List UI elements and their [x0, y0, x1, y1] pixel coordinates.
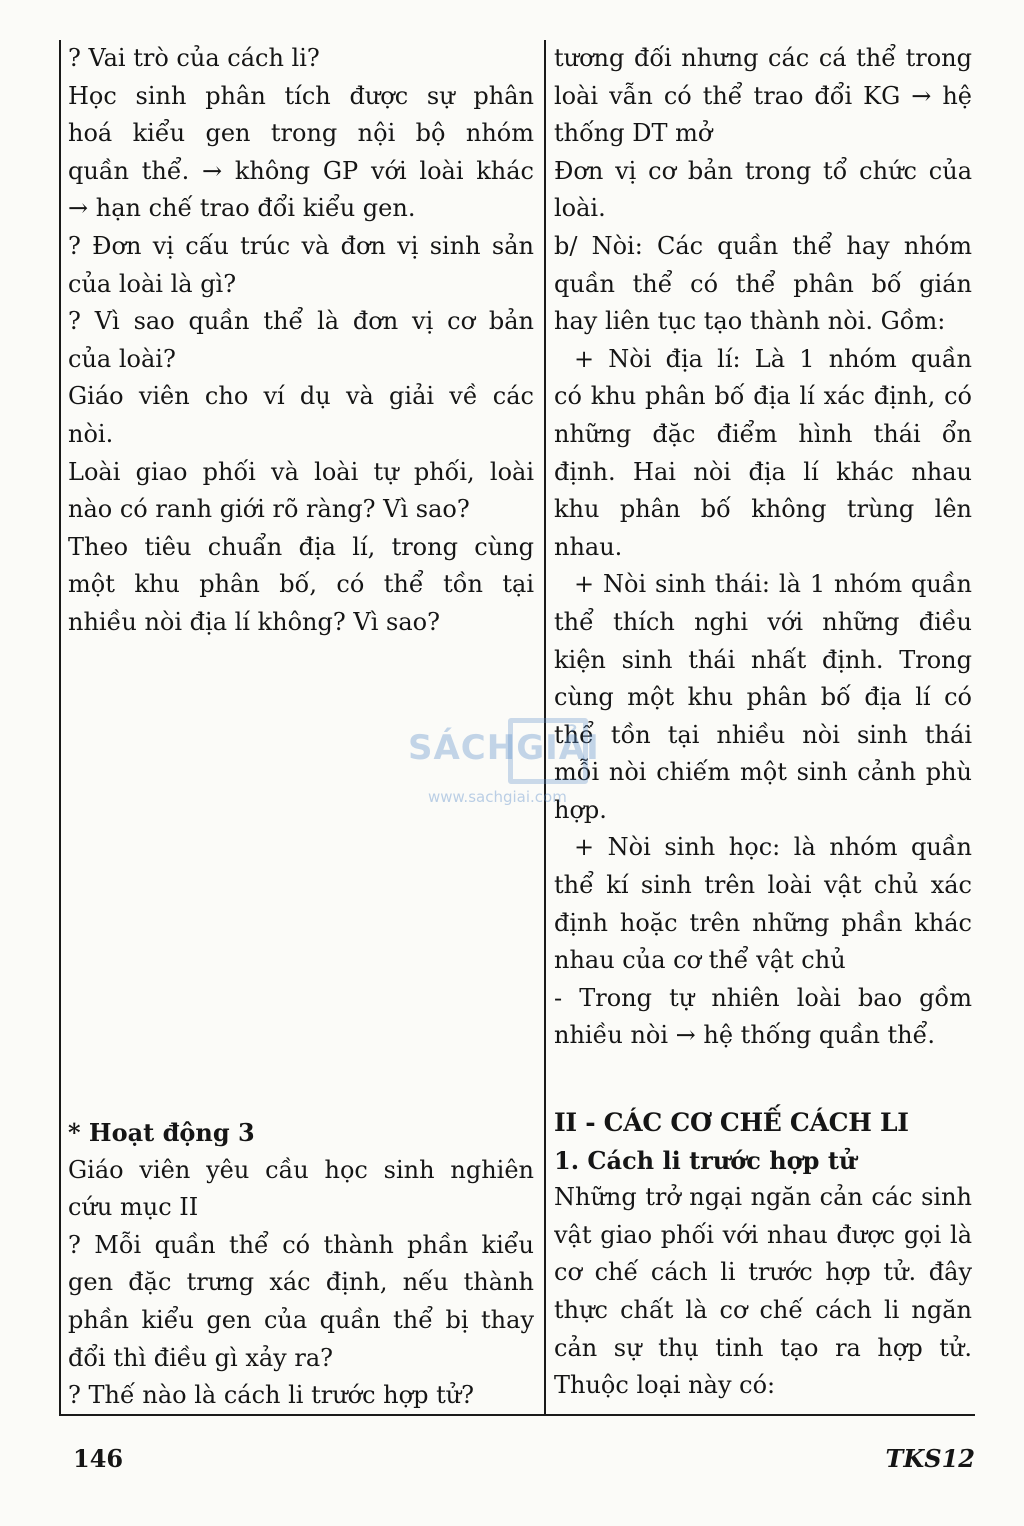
- subsection-heading: 1. Cách li trước hợp tử: [554, 1145, 857, 1175]
- text-line: Đơn vị cơ bản trong tổ chức của: [554, 156, 972, 185]
- text-line: Giáo viên cho ví dụ và giải về các: [68, 382, 534, 411]
- text-line: quần thể. → không GP với loài khác: [68, 156, 534, 185]
- text-line: + Nòi sinh thái: là 1 nhóm quần: [574, 570, 972, 599]
- text-line: thực chất là cơ chế cách li ngăn: [554, 1295, 972, 1324]
- text-line: quần thể có thể phân bố gián: [554, 269, 972, 298]
- watermark-url: www.sachgiai.com: [428, 788, 567, 806]
- text-line: có khu phân bố địa lí xác định, có: [554, 382, 972, 411]
- text-line: → hạn chế trao đổi kiểu gen.: [68, 194, 416, 223]
- text-line: hay liên tục tạo thành nòi. Gồm:: [554, 307, 946, 336]
- text-line: ? Vai trò của cách li?: [68, 44, 320, 72]
- text-line: Thuộc loại này có:: [554, 1371, 776, 1400]
- text-line: cứu mục II: [68, 1193, 199, 1222]
- text-line: nào có ranh giới rõ ràng? Vì sao?: [68, 495, 470, 524]
- text-line: định hoặc trên những phần khác: [554, 908, 972, 937]
- text-line: vật giao phối với nhau được gọi là: [554, 1220, 972, 1249]
- left-column: [68, 40, 534, 642]
- text-line: kiện sinh thái nhất định. Trong: [554, 645, 972, 674]
- text-line: + Nòi sinh học: là nhóm quần: [574, 833, 972, 862]
- text-line: nhau của cơ thể vật chủ: [554, 946, 846, 975]
- text-line: Giáo viên yêu cầu học sinh nghiên: [68, 1155, 534, 1184]
- text-line: khu phân bố không trùng lên: [554, 495, 972, 524]
- text-line: thống DT mở: [554, 119, 713, 148]
- text-line: ? Đơn vị cấu trúc và đơn vị sinh sản: [68, 231, 534, 260]
- text-line: Học sinh phân tích được sự phân: [68, 81, 534, 110]
- left-activity-block: [68, 1114, 534, 1415]
- text-line: đổi thì điều gì xảy ra?: [68, 1343, 333, 1372]
- text-line: tương đối nhưng các cá thể trong: [554, 44, 972, 72]
- text-line: + Nòi địa lí: Là 1 nhóm quần: [574, 344, 972, 373]
- text-line: hoá kiểu gen trong nội bộ nhóm: [68, 119, 534, 148]
- text-line: cơ chế cách li trước hợp tử. đây: [554, 1258, 972, 1287]
- text-line: ? Thế nào là cách li trước hợp tử?: [68, 1381, 475, 1410]
- text-line: một khu phân bố, có thể tồn tại: [68, 570, 534, 599]
- text-line: loài vẫn có thể trao đổi KG → hệ: [554, 81, 972, 110]
- text-line: hợp.: [554, 795, 607, 824]
- section-heading: II - CÁC CƠ CHẾ CÁCH LI: [554, 1108, 909, 1137]
- text-line: nhiều nòi địa lí không? Vì sao?: [68, 607, 440, 636]
- text-line: loài.: [554, 194, 606, 223]
- text-line: những đặc điểm hình thái ổn: [554, 419, 972, 448]
- text-line: nhiều nòi → hệ thống quần thể.: [554, 1021, 936, 1050]
- text-line: Theo tiêu chuẩn địa lí, trong cùng: [68, 532, 534, 561]
- text-line: thể kí sinh trên loài vật chủ xác: [554, 871, 972, 900]
- text-line: mỗi nòi chiếm một sinh cảnh phù: [554, 758, 972, 787]
- right-column: [554, 40, 972, 1055]
- text-line: nòi.: [68, 419, 114, 448]
- text-line: thể tồn tại nhiều nòi sinh thái: [554, 720, 972, 749]
- watermark-brand: SÁCHGIẢI: [408, 728, 600, 768]
- text-line: định. Hai nòi địa lí khác nhau: [554, 457, 972, 486]
- text-line: Những trở ngại ngăn cản các sinh: [554, 1183, 972, 1212]
- text-line: của loài là gì?: [68, 269, 237, 298]
- text-line: gen đặc trưng xác định, nếu thành: [68, 1268, 534, 1297]
- page-number: 146: [73, 1444, 124, 1473]
- book-code: TKS12: [885, 1444, 975, 1473]
- text-line: cùng một khu phân bố địa lí có: [554, 683, 972, 712]
- text-line: thể thích nghi với những điều: [554, 607, 972, 636]
- activity-heading: * Hoạt động 3: [68, 1118, 255, 1147]
- watermark: [408, 718, 628, 808]
- text-line: ? Vì sao quần thể là đơn vị cơ bản: [68, 307, 534, 336]
- text-line: - Trong tự nhiên loài bao gồm: [554, 983, 972, 1012]
- text-line: Loài giao phối và loài tự phối, loài: [68, 457, 534, 486]
- right-section-block: [554, 1104, 972, 1405]
- text-line: của loài?: [68, 344, 176, 373]
- text-line: ? Mỗi quần thể có thành phần kiểu: [68, 1230, 534, 1259]
- text-line: phần kiểu gen của quần thể bị thay: [68, 1305, 534, 1334]
- text-line: cản sự thụ tinh tạo ra hợp tử.: [554, 1333, 972, 1362]
- text-line: b/ Nòi: Các quần thể hay nhóm: [554, 231, 972, 260]
- text-line: nhau.: [554, 532, 623, 561]
